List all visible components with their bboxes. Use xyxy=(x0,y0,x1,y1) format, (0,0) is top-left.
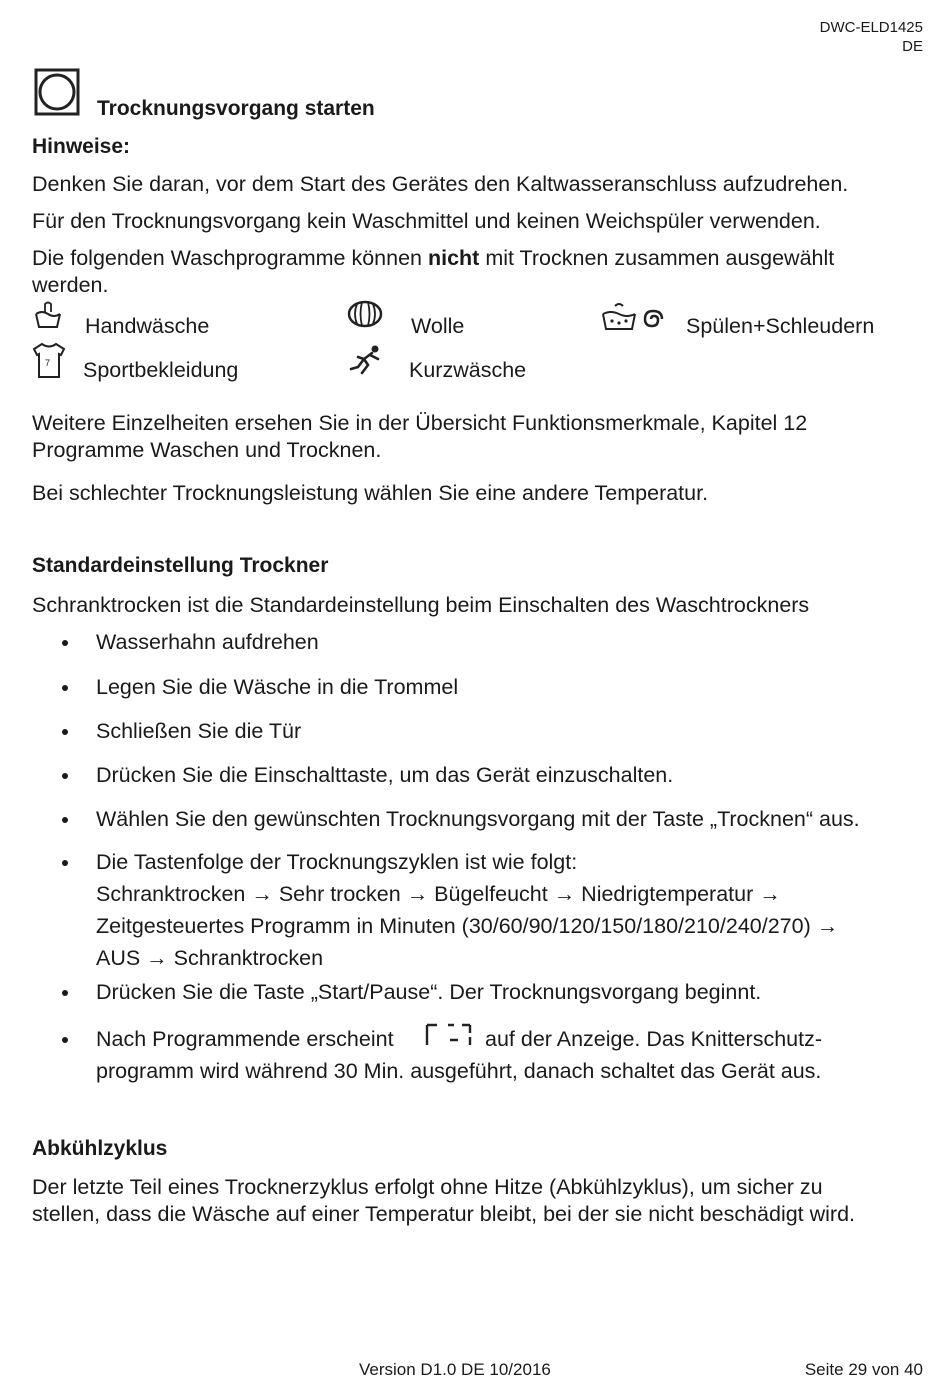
bullet xyxy=(62,685,68,691)
notes-label: Hinweise: xyxy=(32,135,131,158)
sequence-line-3: AUS → Schranktrocken xyxy=(96,946,324,970)
handwash-icon xyxy=(33,300,63,330)
program-handwash: Handwäsche xyxy=(85,314,210,338)
bullet xyxy=(62,1037,68,1043)
sportswear-icon xyxy=(32,341,66,379)
list-item: Wählen Sie den gewünschten Trocknungsvorgang mit der Taste „Trocknen“ aus. xyxy=(96,807,860,831)
list-item: Legen Sie die Wäsche in die Trommel xyxy=(96,675,459,699)
end-item-part-c: programm wird während 30 Min. ausgeführt, danach schaltet das Gerät aus. xyxy=(96,1059,822,1083)
bullet xyxy=(62,640,68,646)
section-title-cooldown: Abkühlzyklus xyxy=(32,1137,168,1160)
footer-page: Seite 29 von 40 xyxy=(804,1360,923,1379)
note-paragraph-4: Weitere Einzelheiten ersehen Sie in der Übersicht Funktionsmerkmale, Kapitel 12 xyxy=(32,411,808,435)
bullet xyxy=(62,729,68,735)
section2-intro: Schranktrocken ist die Standardeinstellung beim Einschalten des Waschtrockners xyxy=(32,593,810,617)
footer-version: Version D1.0 DE 10/2016 xyxy=(359,1360,551,1379)
note-paragraph-3 xyxy=(32,245,834,272)
program-quick: Kurzwäsche xyxy=(409,358,527,382)
end-display-icon xyxy=(424,1022,474,1048)
cooldown-paragraph-cont: stellen, dass die Wäsche auf einer Temperatur bleibt, bei der sie nicht beschädigt wird. xyxy=(32,1202,856,1226)
cooldown-paragraph: Der letzte Teil eines Trocknerzyklus erfolgt ohne Hitze (Abkühlzyklus), um sicher zu xyxy=(32,1175,823,1199)
bullet xyxy=(62,817,68,823)
bullet xyxy=(62,860,68,866)
program-rinse-spin: Spülen+Schleudern xyxy=(686,314,875,338)
program-sportswear: Sportbekleidung xyxy=(83,358,239,382)
doc-lang: DE xyxy=(902,38,923,55)
list-item: Schließen Sie die Tür xyxy=(96,719,302,743)
note-paragraph-3-bold: nicht xyxy=(427,246,480,270)
sequence-intro: Die Tastenfolge der Trocknungszyklen ist wie folgt: xyxy=(96,850,578,874)
tumble-dry-icon xyxy=(34,68,80,116)
sequence-line-1: Schranktrocken → Sehr trocken → Bügelfeucht → Niedrigtemperatur → xyxy=(96,882,781,906)
section-title-default-dryer: Standardeinstellung Trockner xyxy=(32,554,329,577)
program-wool: Wolle xyxy=(411,314,465,338)
list-item: Wasserhahn aufdrehen xyxy=(96,630,319,654)
note-paragraph-1: Denken Sie daran, vor dem Start des Gerätes den Kaltwasseranschluss aufzudrehen. xyxy=(32,172,849,196)
note-paragraph-3-part-a: Die folgenden Waschprogramme können xyxy=(32,246,428,270)
wool-icon xyxy=(347,300,383,328)
note-paragraph-2: Für den Trocknungsvorgang kein Waschmittel und keinen Weichspüler verwenden. xyxy=(32,209,821,233)
note-paragraph-3-cont: werden. xyxy=(32,273,109,297)
list-item: Drücken Sie die Einschalttaste, um das Gerät einzuschalten. xyxy=(96,763,674,787)
note-paragraph-4-cont: Programme Waschen und Trocknen. xyxy=(32,438,382,462)
rinse-spin-icon xyxy=(600,302,666,332)
note-paragraph-3-part-b: mit Trocknen zusammen ausgewählt xyxy=(479,246,835,270)
note-paragraph-5: Bei schlechter Trocknungsleistung wählen Sie eine andere Temperatur. xyxy=(32,481,709,505)
svg-text:7: 7 xyxy=(45,358,51,368)
end-item-part-a: Nach Programmende erscheint xyxy=(96,1027,394,1051)
quick-wash-icon xyxy=(348,343,384,375)
start-pause-item: Drücken Sie die Taste „Start/Pause“. Der Trocknungsvorgang beginnt. xyxy=(96,980,762,1004)
bullet xyxy=(62,990,68,996)
document-header xyxy=(820,18,923,56)
doc-id: DWC-ELD1425 xyxy=(819,19,923,36)
section-title-start-drying: Trocknungsvorgang starten xyxy=(97,97,375,120)
bullet xyxy=(62,773,68,779)
end-item-part-b: auf der Anzeige. Das Knitterschutz- xyxy=(485,1027,823,1051)
sequence-line-2: Zeitgesteuertes Programm in Minuten (30/60/90/120/150/180/210/240/270) → xyxy=(96,914,839,938)
